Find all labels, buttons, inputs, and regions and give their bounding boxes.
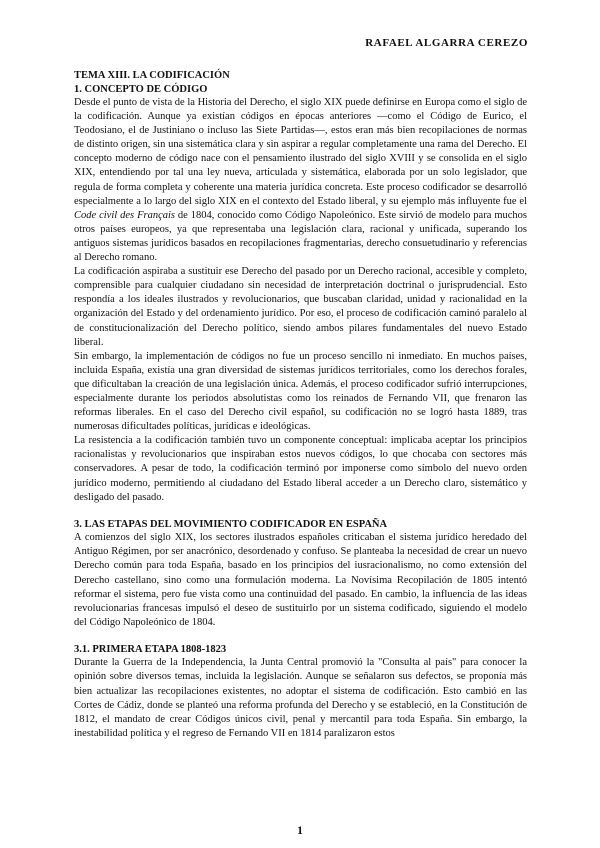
code-civil-title: Code civil des Français — [74, 209, 175, 221]
section-1-title: 1. CONCEPTO DE CÓDIGO — [74, 83, 208, 95]
page-number: 1 — [297, 823, 303, 837]
section-3-title: 3. LAS ETAPAS DEL MOVIMIENTO CODIFICADOR EN ESPAÑA — [74, 518, 388, 530]
chapter-title: TEMA XIII. LA CODIFICACIÓN — [74, 70, 230, 81]
section-1-paragraph-3: Sin embargo, la implementación de códigos no fue un proceso sencillo ni inmediato. En muchos países, incluida España, existía una gran diversidad de sistemas jurídicos territoriales, como los derechos forales, que dificultaban la creación de una legislación única. Además, el proceso codificador sufrió interrupciones, especialmente durante los periodos absolutistas como los reinados de Fernando VII, que frenaron las reformas liberales. En el caso del Derecho civil español, su codificación no se logró hasta 1889, tras numerosas dificultades políticas, jurídicas e ideológicas. — [74, 350, 527, 433]
section-1-paragraph-4: La resistencia a la codificación también tuvo un componente conceptual: implicaba aceptar los principios racionalistas y revolucionarios que inspiraban estos nuevos códigos, lo que chocaba con sectores más conservadores. A pesar de todo, la codificación terminó por imponerse como símbolo del nuevo orden jurídico moderno, permitiendo al ciudadano del Estado liberal acceder a un Derecho claro, sistemático y desligado del pasado. — [74, 435, 527, 503]
paragraph-text: de 1804, conocido como Código Napoleónico. Este sirvió de modelo para muchos otros países europeos, ya que representaba una legislación clara, racional y unificada, superando los antiguos sistemas jurídicos basados en recopilaciones fragmentarias, derecho consuetudinario y referencias al Derecho romano. — [74, 209, 527, 264]
section-1-paragraph-1 — [74, 96, 527, 265]
section-3-1-title: 3.1. PRIMERA ETAPA 1808-1823 — [74, 643, 227, 655]
section-3-paragraph-1: A comienzos del siglo XIX, los sectores ilustrados españoles criticaban el sistema jurídico heredado del Antiguo Régimen, por ser anacrónico, desordenado y confuso. Se planteaba la necesidad de crear un nuevo Derecho común para toda España, basado en los principios del iusracionalismo, no como extensión del Derecho castellano, sino como una formulación moderna. La Novísima Recopilación de 1805 intentó reformar el sistema, pero fue vista como una continuidad del pasado. En cambio, la influencia de las ideas revolucionarias francesas impulsó el deseo de sustituirlo por un sistema codificado, siguiendo el modelo del Código Napoleónico de 1804. — [74, 532, 527, 628]
section-3-1-paragraph-1: Durante la Guerra de la Independencia, la Junta Central promovió la "Consulta al país" para conocer la opinión sobre diversos temas, incluida la legislación. Aunque se señalaron sus defectos, se proponía más bien actualizar las recopilaciones existentes, no adoptar el sistema de codificación. Esto cambió en las Cortes de Cádiz, donde se planteó una reforma profunda del Derecho y se estableció, en la Constitución de 1812, el mandato de crear Códigos únicos civil, penal y mercantil para toda España. Sin embargo, la inestabilidad política y el regreso de Fernando VII en 1814 paralizaron estos — [74, 657, 527, 739]
section-1-paragraph-2: La codificación aspiraba a sustituir ese Derecho del pasado por un Derecho racional, accesible y completo, comprensible para cualquier ciudadano sin necesidad de interpretación doctrinal o jurisprudencial. Esto respondía a los ideales ilustrados y revolucionarios, que buscaban claridad, unidad y racionalidad en la organización del Estado y del ordenamiento jurídico. Por eso, el proceso de codificación caminó paralelo al de constitucionalización del Derecho político, siendo ambos pilares fundamentales del nuevo Estado liberal. — [74, 266, 527, 348]
paragraph-text: Desde el punto de vista de la Historia del Derecho, el siglo XIX puede definirse en Europa como el siglo de la codificación. Aunque ya existían códigos en épocas anteriores —como el Código de Eurico, el Teodosiano, el de Justiniano o incluso las Siete Partidas—, estos eran más bien recopilaciones de normas de distinto origen, sin una sistemática clara y sin aspirar a regular completamente una rama del Derecho. El concepto moderno de código nace con el pensamiento ilustrado del siglo XVIII y se consolida en el siglo XIX, entendiendo por tal una ley nueva, articulada y sistemática, elaborada por un solo legislador, que regula de forma completa y coherente una materia jurídica concreta. Este proceso codificador se desarrolló especialmente a lo largo del siglo XIX en el contexto del Estado liberal, y su ejemplo más influyente fue el — [74, 97, 527, 207]
author-header: RAFAEL ALGARRA CEREZO — [365, 37, 528, 49]
document-body — [74, 69, 527, 741]
